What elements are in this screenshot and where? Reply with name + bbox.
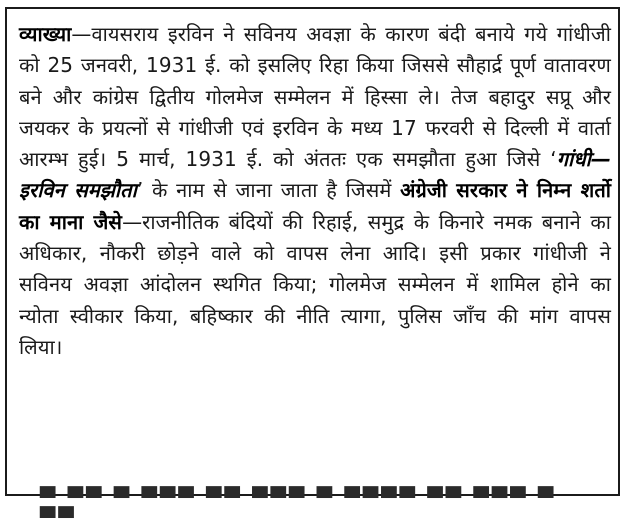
body-text-2: ’ के नाम से जाना जाता है जिसमें (136, 178, 401, 203)
lead-term: व्याख्या (19, 22, 72, 46)
pact-name: गांधी—इरविन समझौता (19, 147, 611, 203)
text-box (5, 7, 620, 496)
cut-off-next-line (40, 486, 600, 530)
cut-off-text-glyphs: ▀ ▀▀ ▀ ▀▀▀ ▀▀ ▀▀▀ ▀ ▀▀▀▀ ▀▀ ▀▀▀ ▀ ▀▀ (40, 486, 557, 530)
body-text-1: —वायसराय इरविन ने सविनय अवज्ञा के कारण बंदी बनाये गये गांधीजी को 25 जनवरी, 1931 ई. को इसलिए रिहा किया जिससे सौहार्द्र पूर्ण वातावरण बने और कांग्रेस द्वितीय गोलमेज सम्मेलन में हिस्सा ले। तेज बहादुर सप्रू और जयकर के प्रयत्नों से गांधीजी एवं इरविन के मध्य 17 फरवरी से दिल्ली में वार्ता आरम्भ हुई। 5 मार्च, 1931 ई. को अंततः एक समझौता हुआ जिसे ‘ (19, 22, 611, 172)
body-text-3: —राजनीतिक बंदियों की रिहाई, समुद्र के किनारे नमक बनाने का अधिकार, नौकरी छोड़ने वाले को वापस लेना आदि। इसी प्रकार गांधीजी ने सविनय अवज्ञा आंदोलन स्थगित किया; गोलमेज सम्मेलन में शामिल होने का न्योता स्वीकार किया, बहिष्कार की नीति त्यागा, पुलिस जाँच की मांग वापस लिया। (19, 209, 611, 359)
terms-heading: अंग्रेजी सरकार ने निम्न शर्तो का माना जैसे (19, 178, 612, 234)
explanation-paragraph (19, 19, 611, 363)
